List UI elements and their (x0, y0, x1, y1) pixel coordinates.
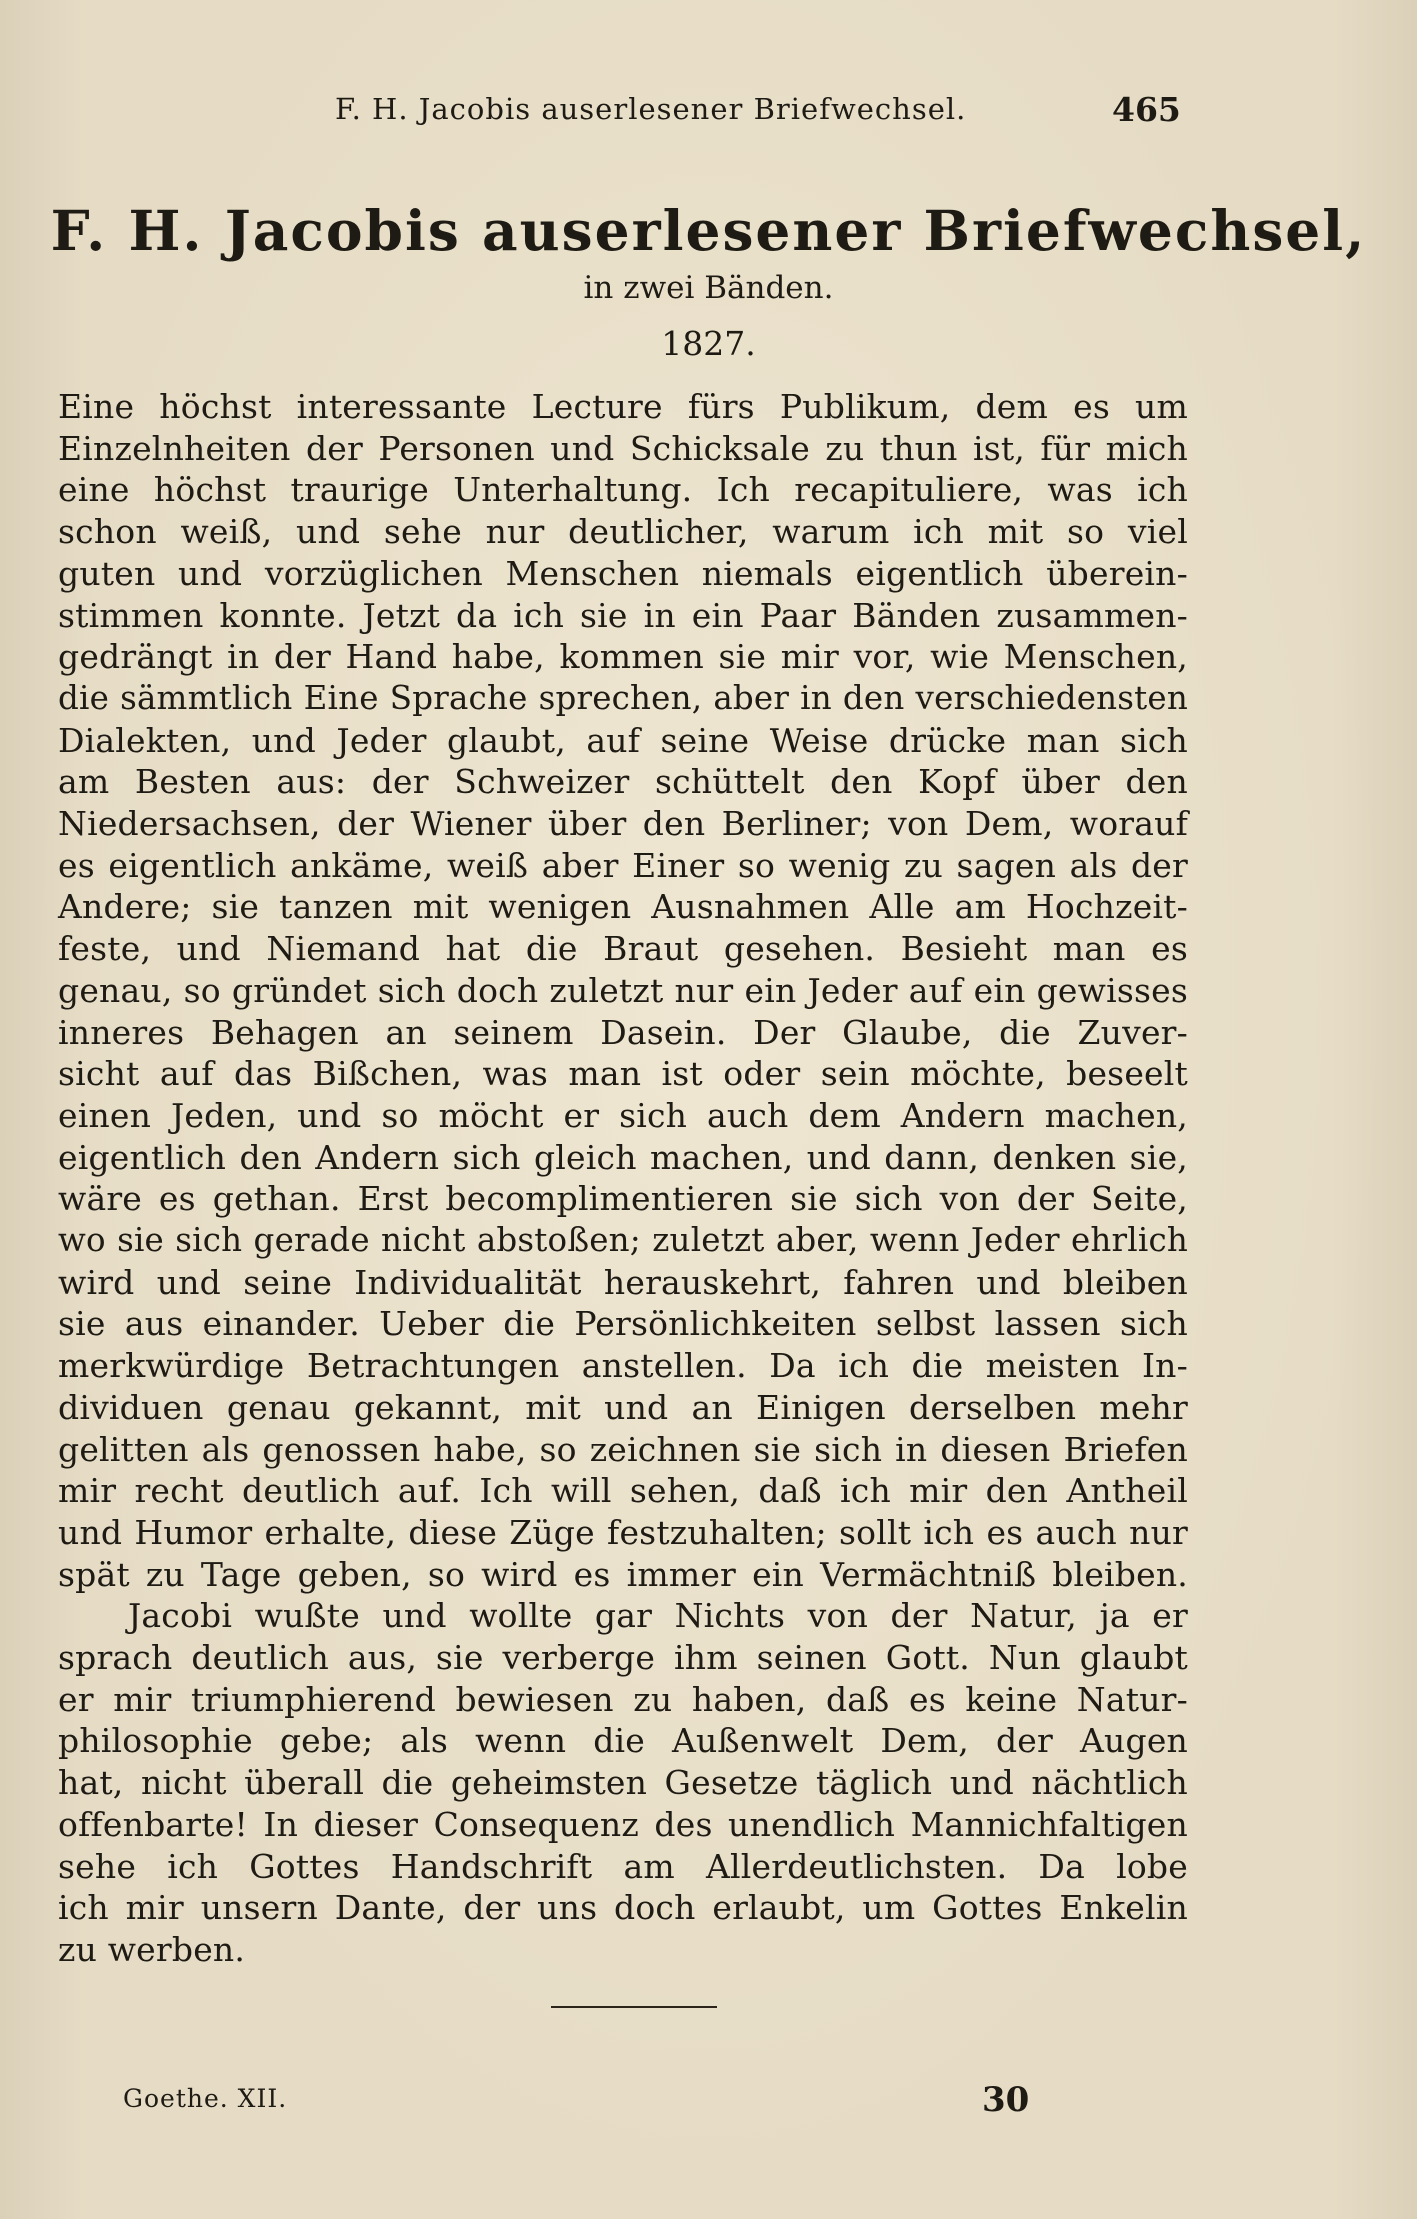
text-line: schon weiß, und sehe nur deutlicher, warum ich mit so viel (58, 512, 1188, 552)
body-text (0, 386, 1417, 1986)
text-line: genau, so gründet sich doch zuletzt nur ein Jeder auf ein gewisses (58, 970, 1188, 1010)
text-line: wo sie sich gerade nicht abstoßen; zuletzt aber, wenn Jeder ehrlich (58, 1221, 1188, 1259)
text-line: zu werben. (58, 1929, 246, 1969)
text-line: einen Jeden, und so möcht er sich auch dem Andern machen, (58, 1095, 1188, 1135)
article-subtitle: in zwei Bänden. (583, 270, 834, 306)
sheet-number: 30 (982, 2080, 1030, 2120)
running-head: F. H. Jacobis auserlesener Briefwechsel. (335, 92, 967, 126)
text-line: er mir triumphierend bewiesen zu haben, daß es keine Natur- (58, 1679, 1188, 1719)
text-line: am Besten aus: der Schweizer schüttelt den Kopf über den (58, 762, 1188, 802)
text-line: spät zu Tage geben, so wird es immer ein Vermächtniß bleiben. (58, 1554, 1188, 1594)
text-line: merkwürdige Betrachtungen anstellen. Da ich die meisten In- (58, 1346, 1188, 1386)
text-line: ich mir unsern Dante, der uns doch erlaubt, um Gottes Enkelin (58, 1888, 1188, 1928)
printer-signature: Goethe. XII. (123, 2084, 288, 2113)
text-line: sie aus einander. Ueber die Persönlichkeiten selbst lassen sich (58, 1304, 1188, 1344)
article-year: 1827. (661, 324, 756, 363)
text-line: offenbarte! In dieser Consequenz des unendlich Mannichfaltigen (58, 1804, 1188, 1844)
text-line: inneres Behagen an seinem Dasein. Der Glaube, die Zuver- (58, 1012, 1188, 1052)
text-line: philosophie gebe; als wenn die Außenwelt Dem, der Augen (58, 1721, 1188, 1761)
text-line: sprach deutlich aus, sie verberge ihm seinen Gott. Nun glaubt (58, 1638, 1188, 1677)
text-line: Niedersachsen, der Wiener über den Berliner; von Dem, worauf (58, 804, 1188, 843)
text-line: Dialekten, und Jeder glaubt, auf seine Weise drücke man sich (58, 720, 1188, 760)
text-line: und Humor erhalte, diese Züge festzuhalten; sollt ich es auch nur (58, 1512, 1188, 1552)
article-title: F. H. Jacobis auserlesener Briefwechsel, (50, 198, 1367, 263)
page-number: 465 (1112, 90, 1181, 129)
text-line: Andere; sie tanzen mit wenigen Ausnahmen Alle am Hochzeit- (58, 887, 1188, 927)
text-line: stimmen konnte. Jetzt da ich sie in ein Paar Bänden zusammen- (58, 595, 1188, 635)
text-line: guten und vorzüglichen Menschen niemals eigentlich überein- (58, 553, 1188, 593)
text-line: wäre es gethan. Erst becomplimentieren sie sich von der Seite, (58, 1179, 1188, 1219)
text-line: Jacobi wußte und wollte gar Nichts von der Natur, ja er (128, 1596, 1188, 1636)
text-line: feste, und Niemand hat die Braut gesehen. Besieht man es (58, 929, 1188, 969)
text-line: eine höchst traurige Unterhaltung. Ich recapituliere, was ich (58, 470, 1188, 510)
text-line: hat, nicht überall die geheimsten Gesetze täglich und nächtlich (58, 1763, 1188, 1803)
text-line: gedrängt in der Hand habe, kommen sie mir vor, wie Menschen, (58, 637, 1188, 677)
text-line: dividuen genau gekannt, mit und an Einigen derselben mehr (58, 1387, 1188, 1427)
text-line: Eine höchst interessante Lecture fürs Publikum, dem es um (58, 387, 1188, 426)
text-line: sicht auf das Bißchen, was man ist oder sein möchte, beseelt (58, 1054, 1188, 1094)
text-line: es eigentlich ankäme, weiß aber Einer so wenig zu sagen als der (58, 845, 1188, 885)
text-line: mir recht deutlich auf. Ich will sehen, daß ich mir den Antheil (58, 1471, 1188, 1511)
text-line: sehe ich Gottes Handschrift am Allerdeutlichsten. Da lobe (58, 1846, 1188, 1886)
text-line: die sämmtlich Eine Sprache sprechen, aber in den verschiedensten (58, 678, 1188, 717)
text-line: wird und seine Individualität herauskehrt, fahren und bleiben (58, 1262, 1188, 1302)
text-line: gelitten als genossen habe, so zeichnen sie sich in diesen Briefen (58, 1429, 1188, 1469)
text-line: eigentlich den Andern sich gleich machen, und dann, denken sie, (58, 1137, 1188, 1177)
section-divider (551, 2006, 717, 2008)
text-line: Einzelnheiten der Personen und Schicksale zu thun ist, für mich (58, 428, 1188, 468)
